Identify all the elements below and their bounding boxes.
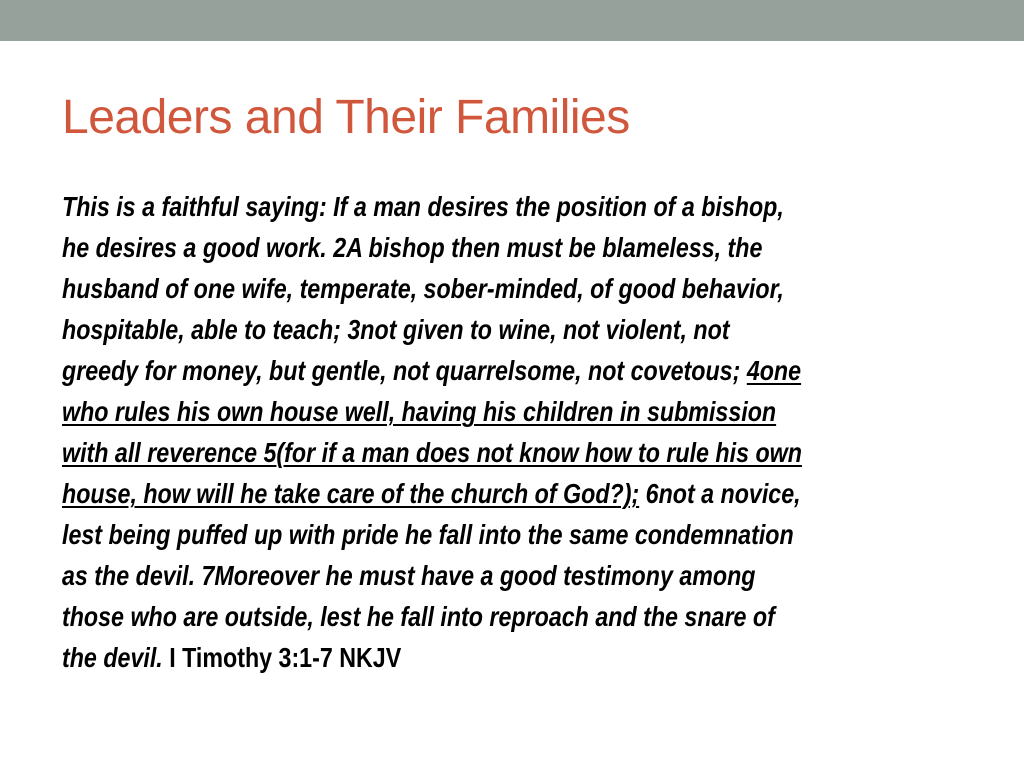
passage-text: those who are outside, lest he fall into reproach and the snare of xyxy=(62,601,775,632)
passage-line xyxy=(62,309,826,350)
passage-text: 6not a novice, xyxy=(639,478,801,509)
passage-line xyxy=(62,514,826,555)
passage-text: This is a faithful saying: If a man desires the position of a bishop, xyxy=(62,191,784,222)
passage-line xyxy=(62,227,826,268)
passage-text: as the devil. 7Moreover he must have a good testimony among xyxy=(62,560,756,591)
scripture-reference: I Timothy 3:1-7 NKJV xyxy=(169,642,402,673)
underlined-passage-text: who rules his own house well, having his children in submission xyxy=(62,396,777,427)
passage-text: husband of one wife, temperate, sober-minded, of good behavior, xyxy=(62,273,784,304)
passage-text: he desires a good work. 2A bishop then must be blameless, the xyxy=(62,232,763,263)
passage-line xyxy=(62,391,826,432)
passage-line xyxy=(62,186,826,227)
passage-text: lest being puffed up with pride he fall into the same condemnation xyxy=(62,519,794,550)
passage-line xyxy=(62,268,826,309)
passage-line xyxy=(62,596,826,637)
underlined-passage-text: house, how will he take care of the church of God?); xyxy=(62,478,640,509)
passage-line xyxy=(62,555,826,596)
passage-line xyxy=(62,637,826,678)
passage-text: greedy for money, but gentle, not quarrelsome, not covetous; xyxy=(62,355,747,386)
passage-text: the devil. xyxy=(62,642,170,673)
top-accent-bar xyxy=(0,0,1024,41)
passage-text: hospitable, able to teach; 3not given to wine, not violent, not xyxy=(62,314,730,345)
passage-line xyxy=(62,432,826,473)
passage-line xyxy=(62,350,826,391)
underlined-passage-text: 4one xyxy=(746,355,802,386)
scripture-passage xyxy=(62,186,826,678)
underlined-passage-text: with all reverence 5(for if a man does not know how to rule his own xyxy=(62,437,802,468)
slide-title: Leaders and Their Families xyxy=(62,91,630,144)
passage-line xyxy=(62,473,826,514)
